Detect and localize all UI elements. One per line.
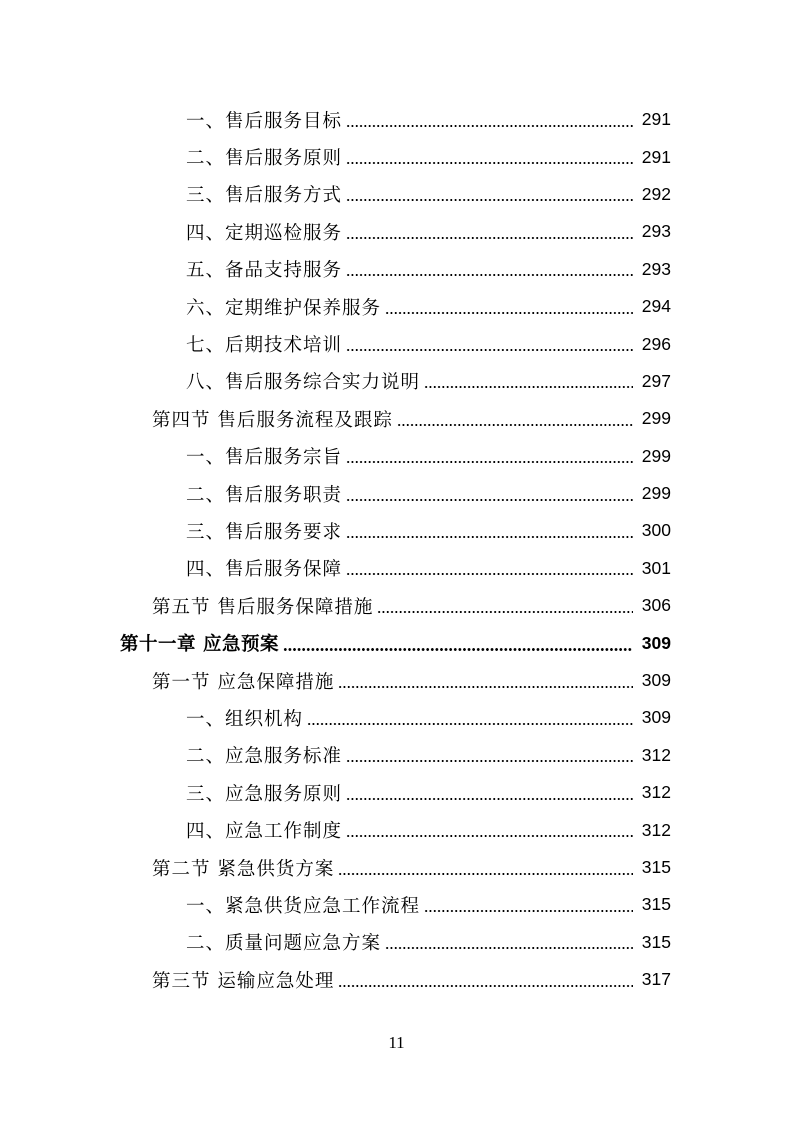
dot-leader — [283, 648, 633, 651]
toc-entry[interactable] — [0, 288, 793, 325]
toc-entry[interactable] — [0, 849, 793, 886]
dot-leader — [307, 723, 633, 725]
toc-entry[interactable] — [0, 176, 793, 213]
toc-entry-title: 第一节 应急保障措施 — [152, 668, 336, 694]
toc-entry-title: 三、售后服务要求 — [186, 518, 344, 544]
dot-leader — [385, 947, 633, 949]
toc-entry-page: 297 — [641, 370, 671, 391]
dot-leader — [346, 199, 633, 201]
toc-entry[interactable] — [0, 737, 793, 774]
toc-entry-page: 299 — [641, 408, 671, 429]
dot-leader — [385, 312, 633, 314]
toc-entry-title: 六、定期维护保养服务 — [186, 294, 383, 320]
dot-leader — [424, 910, 633, 912]
toc-entry[interactable] — [0, 886, 793, 923]
toc-entry-page: 293 — [641, 258, 671, 279]
dot-leader — [397, 424, 633, 426]
toc-entry-title: 第四节 售后服务流程及跟踪 — [152, 406, 395, 432]
dot-leader — [346, 536, 633, 538]
toc-entry-title: 二、售后服务原则 — [186, 144, 344, 170]
toc-entry-page: 312 — [641, 782, 671, 803]
toc-entry-title: 一、售后服务宗旨 — [186, 443, 344, 469]
toc-entry[interactable] — [0, 587, 793, 624]
toc-entry[interactable] — [0, 138, 793, 175]
dot-leader — [338, 686, 633, 688]
toc-entry[interactable] — [0, 811, 793, 848]
toc-entry-page: 315 — [641, 857, 671, 877]
toc-entry[interactable] — [0, 662, 793, 699]
toc-entry-title: 第三节 运输应急处理 — [152, 967, 336, 993]
toc-entry-page: 299 — [641, 483, 671, 504]
toc-entry[interactable] — [0, 438, 793, 475]
toc-entry-title: 二、售后服务职责 — [186, 481, 344, 507]
dot-leader — [346, 461, 633, 463]
toc-entry-title: 四、售后服务保障 — [186, 555, 344, 581]
toc-entry-title: 三、应急服务原则 — [186, 780, 344, 806]
toc-entry-title: 七、后期技术培训 — [186, 331, 344, 357]
toc-entry-page: 301 — [641, 557, 671, 578]
toc-entry-page: 294 — [641, 296, 671, 317]
dot-leader — [346, 798, 633, 800]
toc-entry[interactable] — [0, 363, 793, 400]
dot-leader — [377, 611, 633, 613]
toc-entry-page: 315 — [641, 894, 671, 915]
toc-entry-title: 四、定期巡检服务 — [186, 219, 344, 245]
toc-entry-title: 第五节 售后服务保障措施 — [152, 593, 375, 619]
toc-entry-title: 四、应急工作制度 — [186, 817, 344, 843]
toc-entry-title: 三、售后服务方式 — [186, 181, 344, 207]
toc-entry[interactable] — [0, 699, 793, 736]
dot-leader — [346, 162, 633, 164]
toc-entry-title: 一、紧急供货应急工作流程 — [186, 892, 422, 918]
page-number: 11 — [388, 1033, 405, 1052]
toc-entry-title: 一、组织机构 — [186, 705, 305, 731]
dot-leader — [346, 573, 633, 575]
toc-entry[interactable] — [0, 961, 793, 998]
toc-entry[interactable] — [0, 512, 793, 549]
toc-entry[interactable] — [0, 624, 793, 661]
toc-entry[interactable] — [0, 924, 793, 961]
dot-leader — [346, 760, 633, 762]
toc-entry-page: 300 — [641, 520, 671, 541]
toc-entry-title: 第二节 紧急供货方案 — [152, 855, 336, 881]
toc-entry-page: 309 — [641, 670, 671, 691]
toc-entry-page: 291 — [641, 109, 671, 130]
dot-leader — [424, 386, 633, 388]
toc-entry-page: 312 — [641, 744, 671, 765]
dot-leader — [346, 274, 633, 276]
toc-entry[interactable] — [0, 400, 793, 437]
dot-leader — [346, 499, 633, 501]
toc-entry-page: 315 — [641, 931, 671, 952]
toc-entry[interactable] — [0, 251, 793, 288]
dot-leader — [346, 237, 633, 239]
toc-entry-page: 309 — [641, 707, 671, 728]
table-of-contents — [0, 101, 793, 998]
toc-entry[interactable] — [0, 101, 793, 138]
dot-leader — [338, 985, 633, 987]
toc-entry[interactable] — [0, 774, 793, 811]
toc-entry-title: 五、备品支持服务 — [186, 256, 344, 282]
dot-leader — [346, 125, 633, 127]
toc-entry-title: 第十一章 应急预案 — [120, 630, 281, 656]
toc-entry-title: 二、应急服务标准 — [186, 742, 344, 768]
toc-entry-title: 八、售后服务综合实力说明 — [186, 368, 422, 394]
dot-leader — [338, 873, 633, 875]
toc-entry-page: 312 — [641, 819, 671, 840]
toc-entry-page: 309 — [641, 632, 671, 653]
toc-entry-page: 292 — [641, 183, 671, 204]
toc-entry[interactable] — [0, 550, 793, 587]
toc-entry-page: 299 — [641, 445, 671, 466]
dot-leader — [346, 349, 633, 351]
toc-entry-title: 一、售后服务目标 — [186, 107, 344, 133]
toc-entry-page: 317 — [641, 969, 671, 990]
toc-entry-title: 二、质量问题应急方案 — [186, 929, 383, 955]
toc-entry-page: 296 — [641, 333, 671, 354]
toc-entry[interactable] — [0, 325, 793, 362]
toc-entry-page: 293 — [641, 221, 671, 242]
dot-leader — [346, 835, 633, 837]
toc-entry-page: 291 — [641, 146, 671, 167]
toc-entry[interactable] — [0, 475, 793, 512]
toc-entry[interactable] — [0, 213, 793, 250]
toc-entry-page: 306 — [641, 595, 671, 616]
